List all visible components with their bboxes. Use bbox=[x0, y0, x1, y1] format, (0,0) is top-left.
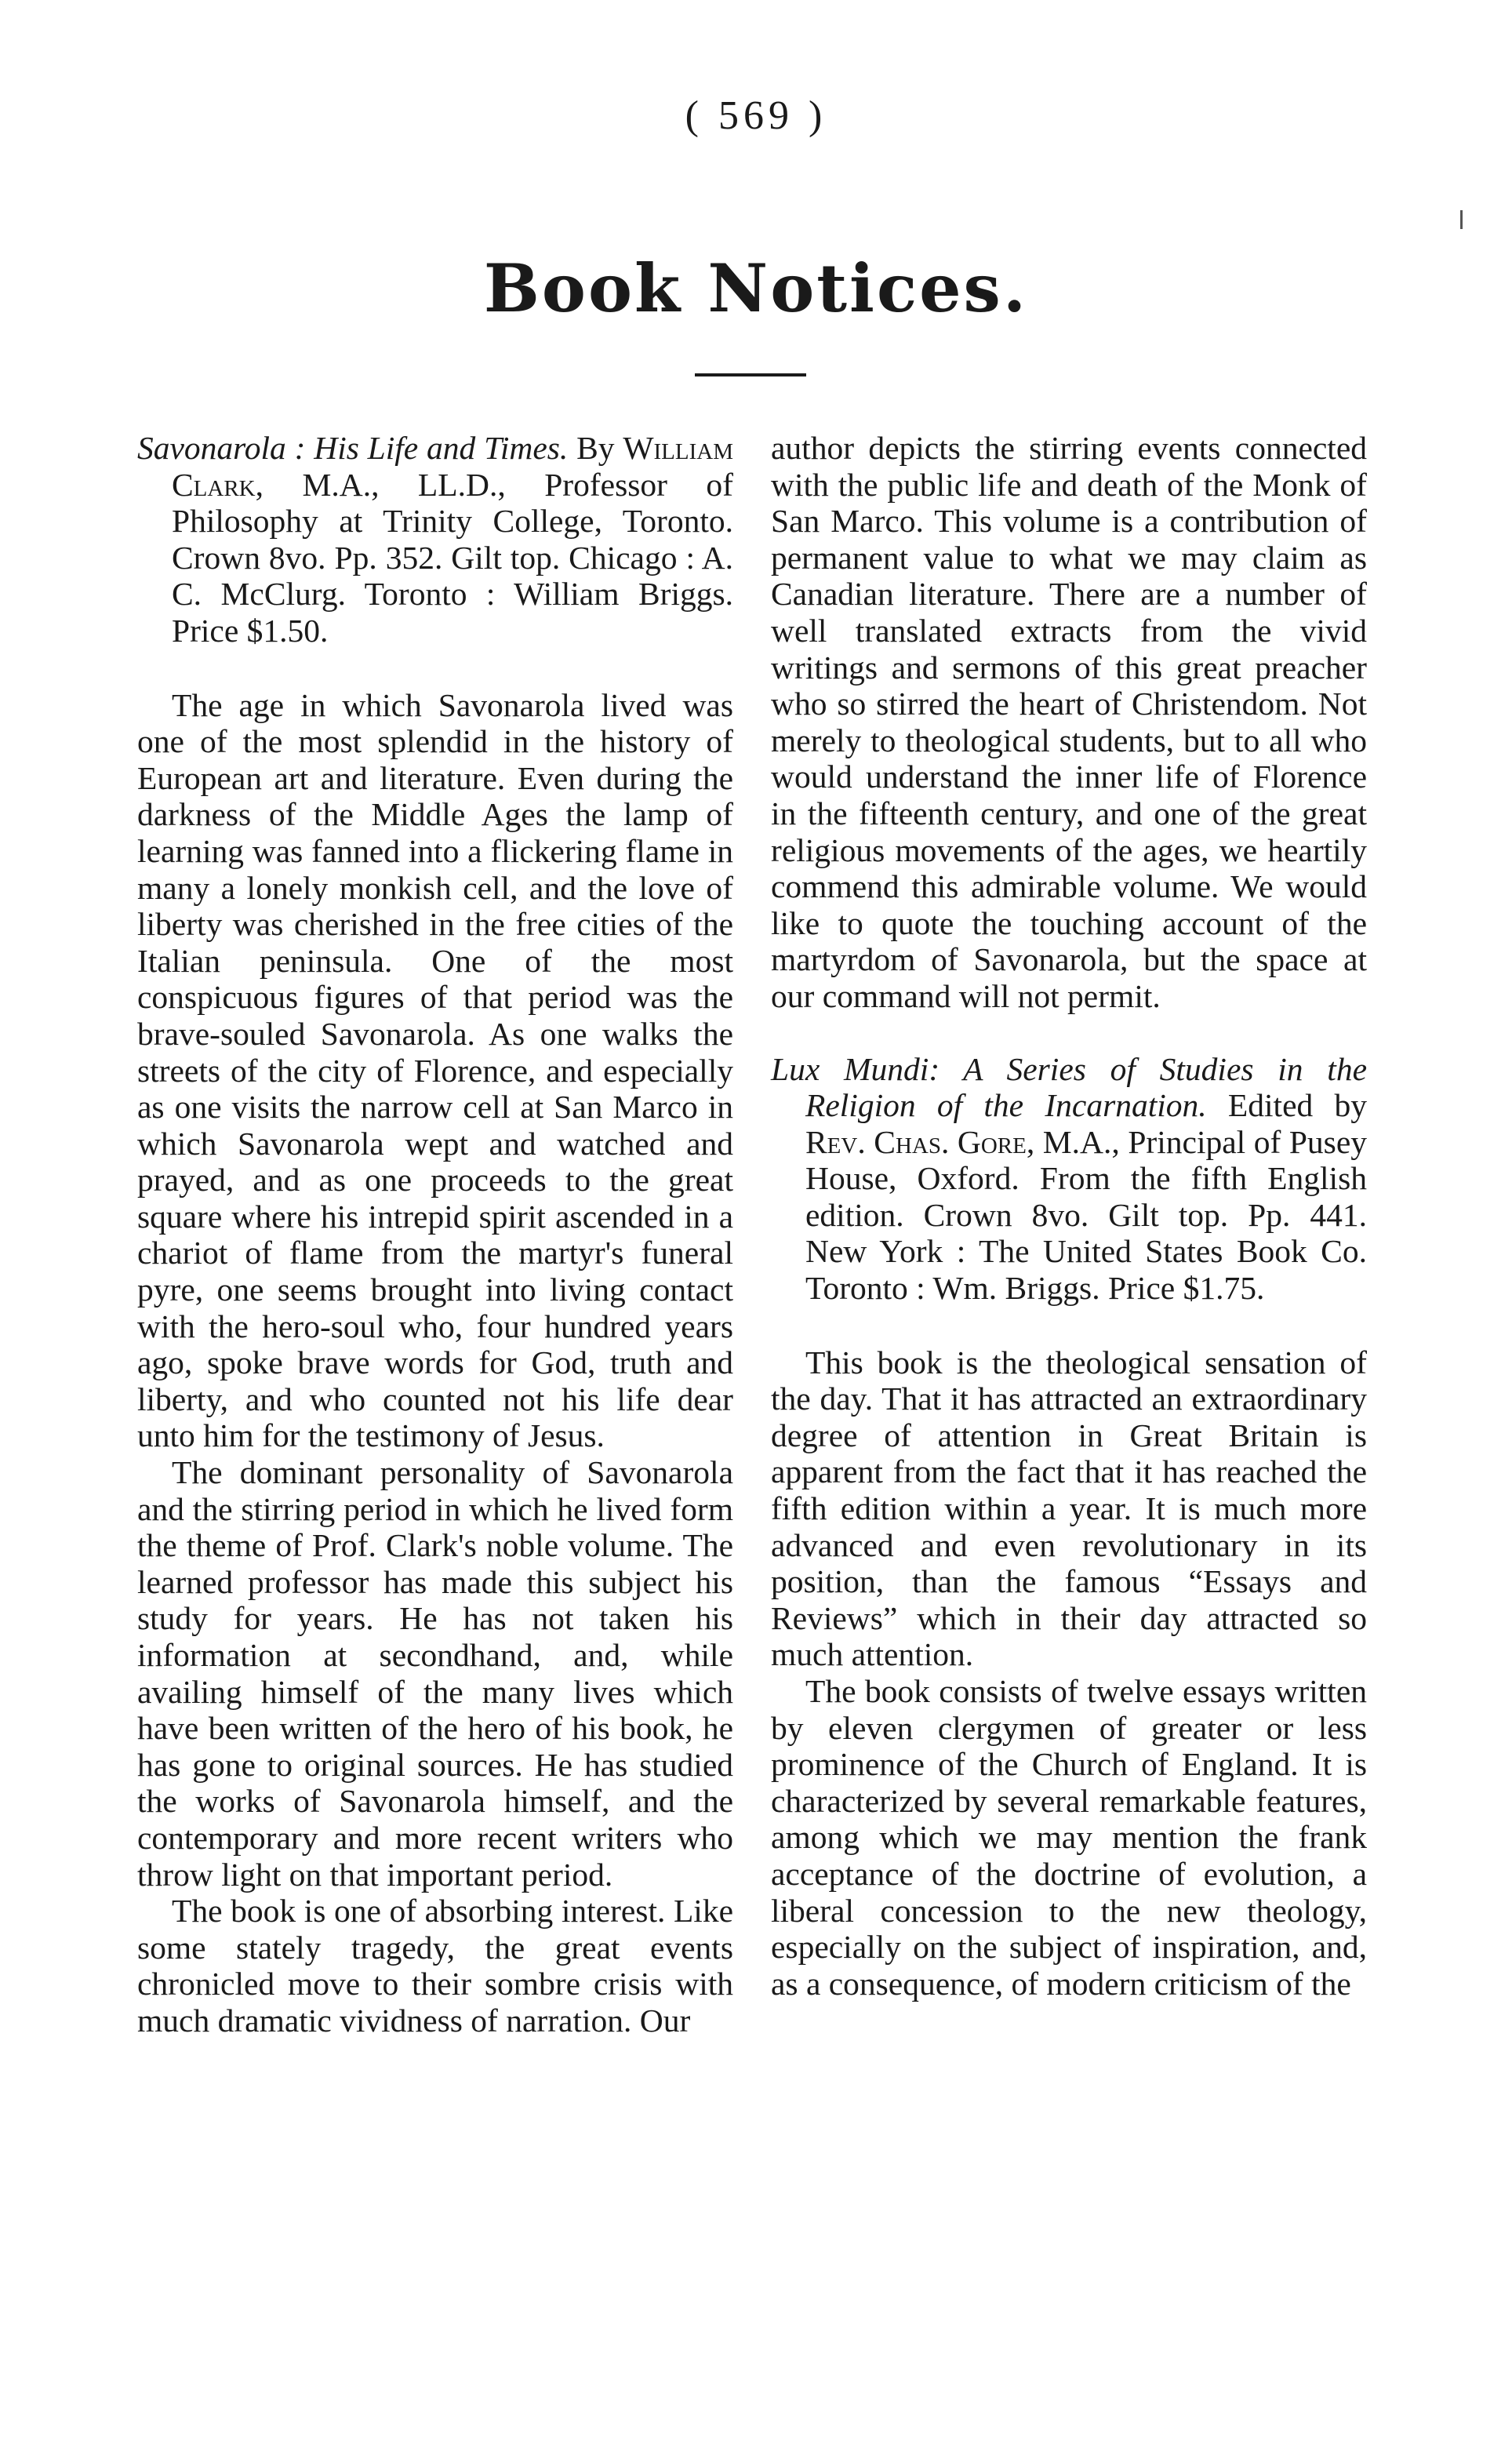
book-editor: Rev. Chas. Gore, M.A., bbox=[805, 1123, 1120, 1160]
left-column bbox=[137, 430, 733, 2039]
book-title: Lux Mundi: A Series of Studies in the Religion of the Incarnation. bbox=[771, 1050, 1367, 1124]
review-paragraph: The book is one of absorbing interest. Like some stately tragedy, the great events chronicled move to their sombre crisis with much dramatic vividness of narration. Our bbox=[137, 1893, 733, 2039]
page-heading: Book Notices. bbox=[483, 249, 1029, 327]
review-paragraph: The age in which Savonarola lived was one of the most splendid in the history of European art and literature. Even during the darkness of the Middle Ages the lamp of learning was fanned into a flickering flame in many a lonely monkish cell, and the love of liberty was cherished in the free cities of the Italian peninsula. One of the most conspicuous figures of that period was the brave-souled Savonarola. As one walks the streets of the city of Florence, and especially as one visits the narrow cell at San Marco in which Savonarola wept and watched and prayed, and as one proceeds to the great square where his intrepid spirit ascended in a chariot of flame from the martyr's funeral pyre, one seems brought into living contact with the hero-soul who, four hundred years ago, spoke brave words for God, truth and liberty, and who counted not his life dear unto him for the testimony of Jesus. bbox=[137, 686, 733, 1454]
heading-rule bbox=[695, 373, 806, 376]
review-paragraph: This book is the theological sensation of the day. That it has attracted an extraordinary degree of attention in Great Britain is apparent from the fact that it has reached the fifth edition within a year. It is much more advanced and even revolutionary in its position, than the famous “Essays and Reviews” which in their day attracted so much attention. bbox=[771, 1344, 1367, 1673]
page-number: ( 569 ) bbox=[685, 93, 827, 138]
book-details: Professor of Philosophy at Trinity College, Toronto. Crown 8vo. Pp. 352. Gilt top. Chicago : A. C. McClurg. Toronto : William Briggs. Price $1.50. bbox=[172, 466, 733, 649]
by-label: By bbox=[576, 430, 615, 466]
book-title: Savonarola : His Life and Times. bbox=[137, 430, 569, 466]
book-details: Principal of Pusey House, Oxford. From the fifth English edition. Crown 8vo. Gilt top. Pp. 441. New York : The United States Book Co. Toronto : Wm. Briggs. Price $1.75. bbox=[805, 1123, 1367, 1307]
edited-label: Edited by bbox=[1227, 1087, 1367, 1124]
review-paragraph: The dominant personality of Savonarola and the stirring period in which he lived form the theme of Prof. Clark's noble volume. The learned professor has made this subject his study for years. He has not taken his information at secondhand, and, while availing himself of the many lives which have been written of the hero of his book, he has gone to original sources. He has studied the works of Savonarola himself, and the contemporary and more recent writers who throw light on that important period. bbox=[137, 1454, 733, 1893]
review-paragraph: author depicts the stirring events connected with the public life and death of the Monk of San Marco. This volume is a contribution of permanent value to what we may claim as Canadian literature. There are a number of well translated extracts from the vivid writings and sermons of this great preacher who so stirred the heart of Christendom. Not merely to theological students, but to all who would understand the inner life of Florence in the fifteenth century, and one of the great religious movements of the ages, we heartily commend this admirable volume. We would like to quote the touching account of the martyrdom of Savonarola, but the space at our command will not permit. bbox=[771, 430, 1367, 1014]
review-citation-lux-mundi bbox=[771, 1051, 1367, 1307]
review-paragraph: The book consists of twelve essays written by eleven clergymen of greater or less prominence of the Church of England. It is characterized by several remarkable features, among which we may mention the frank acceptance of the doctrine of evolution, a liberal concession to the new theology, especially on the subject of inspiration, and, as a consequence, of modern criticism of the bbox=[771, 1673, 1367, 2002]
book-author: William Clark, M.A., LL.D., bbox=[172, 430, 733, 503]
review-citation-savonarola bbox=[137, 430, 733, 649]
right-column bbox=[771, 430, 1367, 2002]
stray-mark bbox=[1460, 210, 1463, 229]
